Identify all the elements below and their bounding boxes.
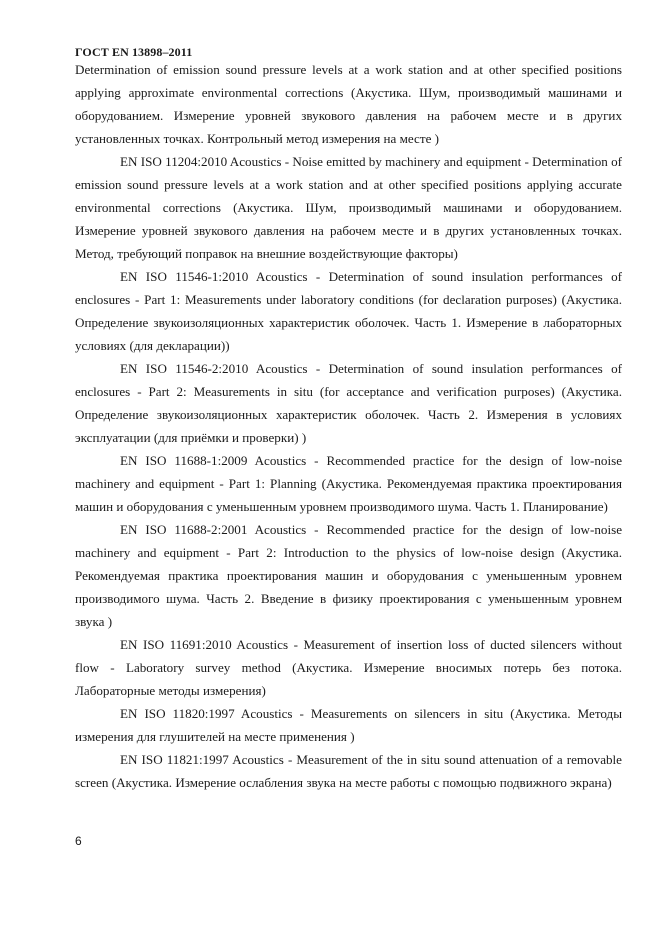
reference-paragraph-iso-11820: EN ISO 11820:1997 Acoustics - Measurements on silencers in situ (Акустика. Методы измерения для глушителей на месте применения ) [75,706,622,744]
document-header-code: ГОСТ EN 13898–2011 [75,45,193,59]
reference-paragraph-iso-11204: EN ISO 11204:2010 Acoustics - Noise emitted by machinery and equipment - Determination of emission sound pressure levels at a work station and at other specified positions applying accurate environmental corrections (Акустика. Шум, производимый машинами и оборудованием. Измерение уровней звукового давления на рабочем месте и в других установленных точках. Метод, требующий поправок на внешние воздействующие факторы) [75,154,622,261]
reference-paragraph-iso-11546-1: EN ISO 11546-1:2010 Acoustics - Determination of sound insulation performances of enclosures - Part 1: Measurements under laboratory conditions (for declaration purposes) (Акустика. Определение звукоизоляционных характеристик оболочек. Часть 1. Измерение в лабораторных условиях (для декларации)) [75,269,622,353]
reference-paragraph-iso-11688-1: EN ISO 11688-1:2009 Acoustics - Recommended practice for the design of low-noise machinery and equipment - Part 1: Planning (Акустика. Рекомендуемая практика проектирования машин и оборудования с уменьшенным уровнем производимого шума. Часть 1. Планирование) [75,453,622,514]
reference-paragraph-iso-11688-2: EN ISO 11688-2:2001 Acoustics - Recommended practice for the design of low-noise machinery and equipment - Part 2: Introduction to the physics of low-noise design (Акустика. Рекомендуемая практика проектирования машин и оборудования с уменьшенным уровнем производимого шума. Часть 2. Введение в физику проектирования с уменьшенным уровнем звука ) [75,522,622,629]
document-body [75,58,622,794]
page-number: 6 [75,834,82,848]
reference-paragraph-iso-11821: EN ISO 11821:1997 Acoustics - Measurement of the in situ sound attenuation of a removable screen (Акустика. Измерение ослабления звука на месте работы с помощью подвижного экрана) [75,752,622,790]
reference-paragraph-iso-11691: EN ISO 11691:2010 Acoustics - Measurement of insertion loss of ducted silencers without flow - Laboratory survey method (Акустика. Измерение вносимых потерь без потока. Лабораторные методы измерения) [75,637,622,698]
reference-paragraph-continued: Determination of emission sound pressure levels at a work station and at other specified positions applying approximate environmental corrections (Акустика. Шум, производимый машинами и оборудованием. Измерение уровней звукового давления на рабочем месте и в других установленных точках. Контрольный метод измерения на месте ) [75,62,622,146]
reference-paragraph-iso-11546-2: EN ISO 11546-2:2010 Acoustics - Determination of sound insulation performances of enclosures - Part 2: Measurements in situ (for acceptance and verification purposes) (Акустика. Определение звукоизоляционных характеристик оболочек. Часть 2. Измерения в условиях эксплуатации (для приёмки и проверки) ) [75,361,622,445]
